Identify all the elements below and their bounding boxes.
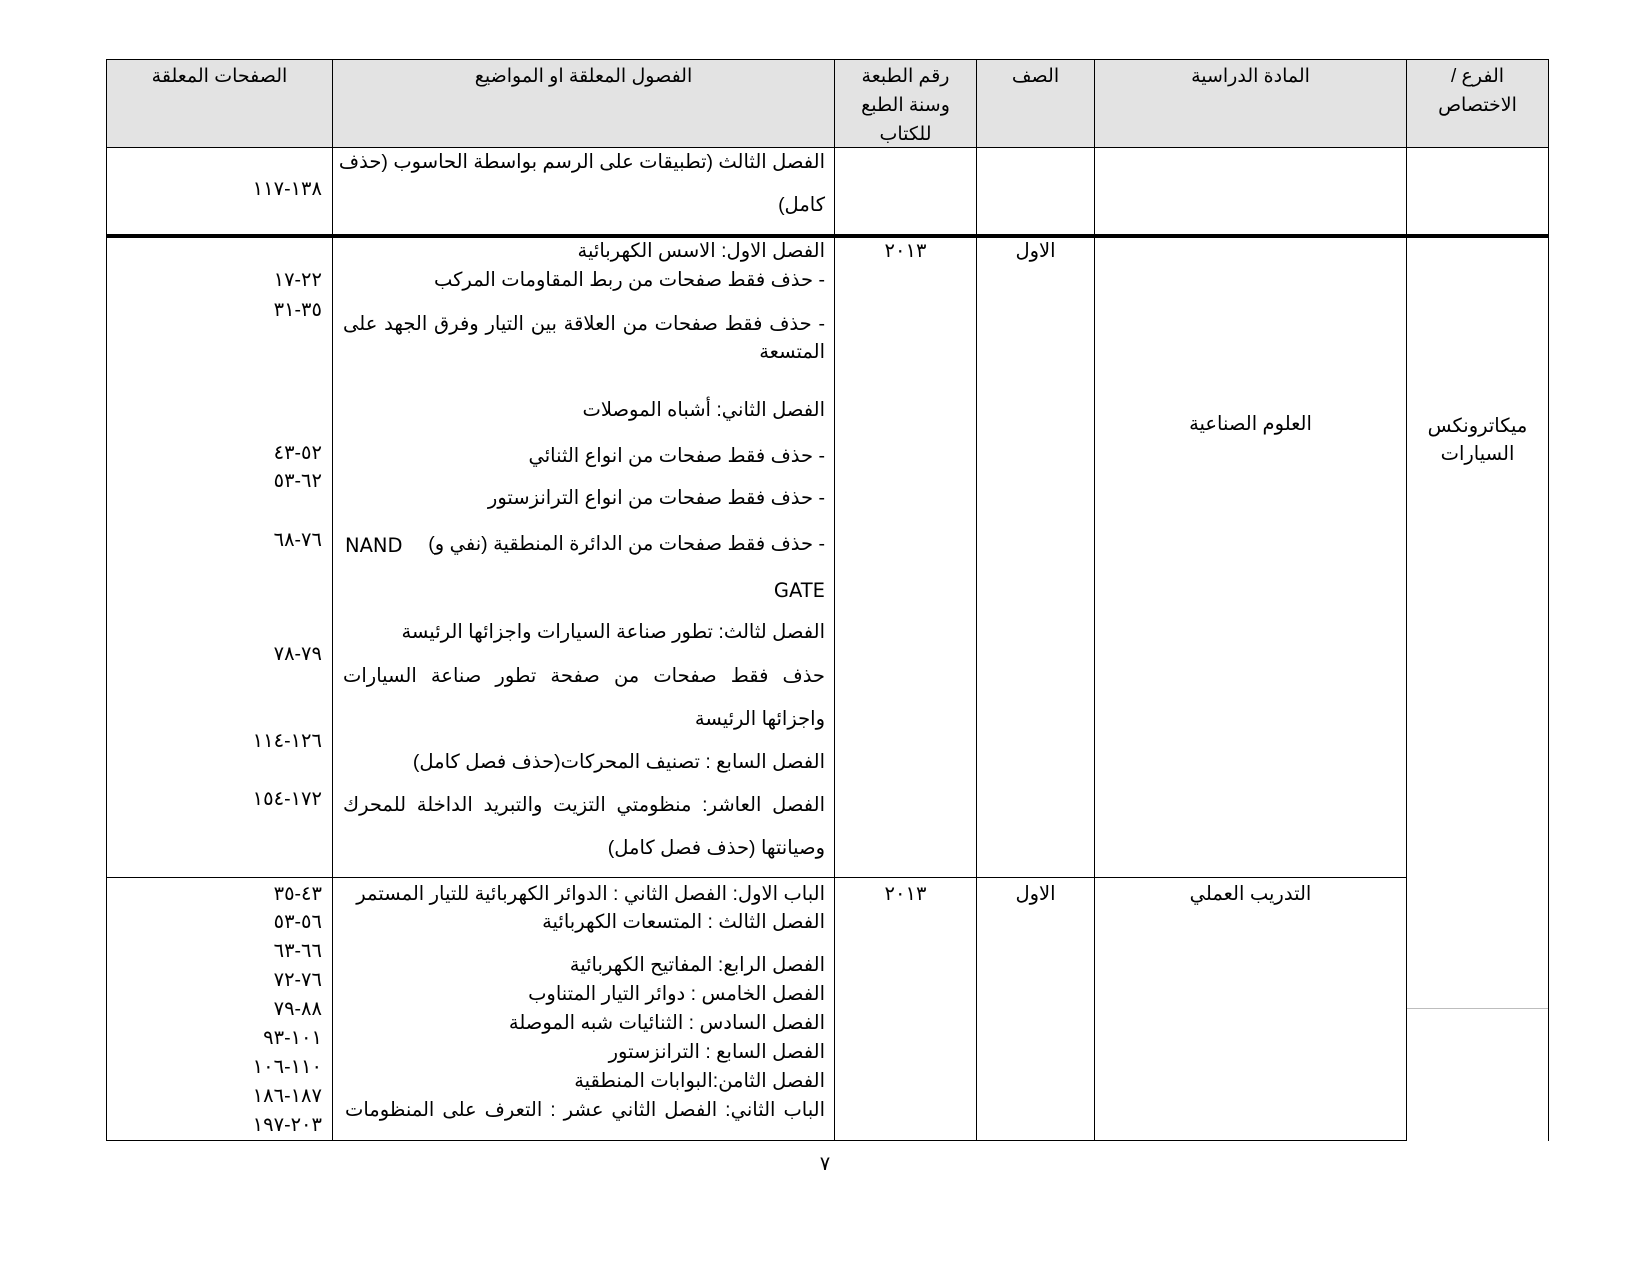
row1-line-5: - حذف فقط صفحات من انواع الثنائي [528, 445, 825, 467]
table-top-border [106, 59, 1549, 60]
row1-pages-7: ١٧٢-١٥٤ [252, 788, 322, 810]
grid-line-v6 [1406, 59, 1407, 1141]
row2-pages-5: ١٠١-٩٣ [263, 1027, 322, 1049]
row2-pages-4: ٨٨-٧٩ [273, 998, 322, 1020]
row1-pages-6: ١٢٦-١١٤ [252, 730, 322, 752]
table-bottom-border [106, 1140, 1407, 1141]
row1-pages-5: ٧٩-٧٨ [273, 643, 322, 665]
row1-line-0: الفصل الاول: الاسس الكهربائية [577, 240, 825, 262]
grid-line-v5 [1094, 59, 1095, 1141]
header-branch-label: الفرع / الاختصاص [1438, 66, 1517, 116]
row1-line-7: - حذف فقط صفحات من الدائرة المنطقية (نفي و) [428, 533, 825, 555]
row2-edition: ٢٠١٣ [884, 883, 927, 905]
header-chapters [333, 60, 834, 147]
row1-line-15: وصيانتها (حذف فصل كامل) [607, 837, 825, 859]
row2-line-5: الفصل السابع : الترانزستور [608, 1041, 825, 1063]
branch-gray-divider [1407, 1008, 1549, 1009]
row2-pages-0: ٤٣-٣٥ [273, 883, 322, 905]
row1-subject: العلوم الصناعية [1189, 413, 1312, 435]
header-subject-label: المادة الدراسية [1191, 66, 1310, 87]
row1-pages-0: ٢٢-١٧ [273, 269, 322, 291]
row1-line-6: - حذف فقط صفحات من انواع الترانزستور [487, 487, 825, 509]
branch-label: ميكاترونكس السيارات [1427, 415, 1528, 465]
row1-pages-3: ٦٢-٥٣ [273, 470, 322, 492]
row0-line2: كامل) [778, 194, 825, 216]
row1-line-13: الفصل السابع : تصنيف المحركات(حذف فصل كامل) [412, 751, 825, 773]
grid-line-v3 [834, 59, 835, 1141]
row2-line-4: الفصل السادس : الثنائيات شبه الموصلة [508, 1012, 825, 1034]
grid-line-v4 [976, 59, 977, 1141]
row2-line-6: الفصل الثامن:البوابات المنطقية [574, 1070, 825, 1092]
header-branch [1407, 60, 1548, 147]
row2-grade: الاول [1015, 883, 1056, 905]
row2-line-7: الباب الثاني: الفصل الثاني عشر : التعرف على المنظومات [345, 1099, 825, 1121]
row2-top-border [106, 877, 1407, 878]
header-grade [977, 60, 1094, 147]
row1-line-12: واجزائها الرئيسة [694, 708, 825, 730]
row1-line-2: - حذف فقط صفحات من العلاقة بين التيار وفرق الجهد على [343, 313, 825, 335]
page-number: ٧ [819, 1153, 831, 1175]
row2-subject: التدريب العملي [1189, 883, 1312, 905]
row2-pages-1: ٥٦-٥٣ [273, 911, 322, 933]
row1-line-8: NAND [345, 534, 403, 557]
row2-pages-6: ١١٠-١٠٦ [252, 1056, 322, 1078]
grid-line-v1 [106, 59, 107, 1141]
header-pages [107, 60, 332, 147]
row2-pages-8: ٢٠٣-١٩٧ [252, 1114, 322, 1136]
header-chapters-label: الفصول المعلقة او المواضيع [474, 66, 693, 87]
row1-edition: ٢٠١٣ [884, 240, 927, 262]
row1-pages-1: ٣٥-٣١ [273, 299, 322, 321]
header-pages-label: الصفحات المعلقة [151, 66, 288, 87]
header-edition-label: رقم الطبعة وسنة الطبع للكتاب [861, 66, 950, 145]
row1-line-11: حذف فقط صفحات من صفحة تطور صناعة السيارات [343, 665, 825, 687]
row1-line-3: المتسعة [759, 341, 825, 363]
row1-line-9: GATE [773, 579, 825, 602]
section-divider [106, 234, 1549, 238]
header-edition [835, 60, 976, 147]
row2-pages-2: ٦٦-٦٣ [273, 940, 322, 962]
header-grade-label: الصف [1011, 66, 1060, 87]
row1-line-14: الفصل العاشر: منظومتي التزيت والتبريد الداخلة للمحرك [343, 794, 825, 816]
row2-pages-7: ١٨٧-١٨٦ [252, 1085, 322, 1107]
grid-line-v7 [1548, 59, 1549, 1141]
row1-line-1: - حذف فقط صفحات من ربط المقاومات المركب [434, 269, 825, 291]
header-subject [1095, 60, 1406, 147]
header-bottom-border [106, 147, 1549, 148]
row2-line-3: الفصل الخامس : دوائر التيار المتناوب [528, 983, 825, 1005]
row0-pages: ١٣٨-١١٧ [252, 178, 322, 200]
branch-cell [1407, 412, 1548, 468]
row2-line-1: الفصل الثالث : المتسعات الكهربائية [542, 911, 825, 933]
row2-line-0: الباب الاول: الفصل الثاني : الدوائر الكهربائية للتيار المستمر [356, 883, 825, 905]
row1-line-10: الفصل لثالث: تطور صناعة السيارات واجزائها الرئيسة [401, 621, 825, 643]
row2-pages-3: ٧٦-٧٢ [273, 969, 322, 991]
row1-line-4: الفصل الثاني: أشباه الموصلات [582, 399, 825, 421]
row1-pages-2: ٥٢-٤٣ [273, 442, 322, 464]
grid-line-v2 [332, 59, 333, 1141]
row2-line-2: الفصل الرابع: المفاتيح الكهربائية [569, 954, 825, 976]
row0-line1: الفصل الثالث (تطبيقات على الرسم بواسطة الحاسوب (حذف [338, 151, 825, 173]
row1-grade: الاول [1015, 240, 1056, 262]
row1-pages-4: ٧٦-٦٨ [273, 529, 322, 551]
